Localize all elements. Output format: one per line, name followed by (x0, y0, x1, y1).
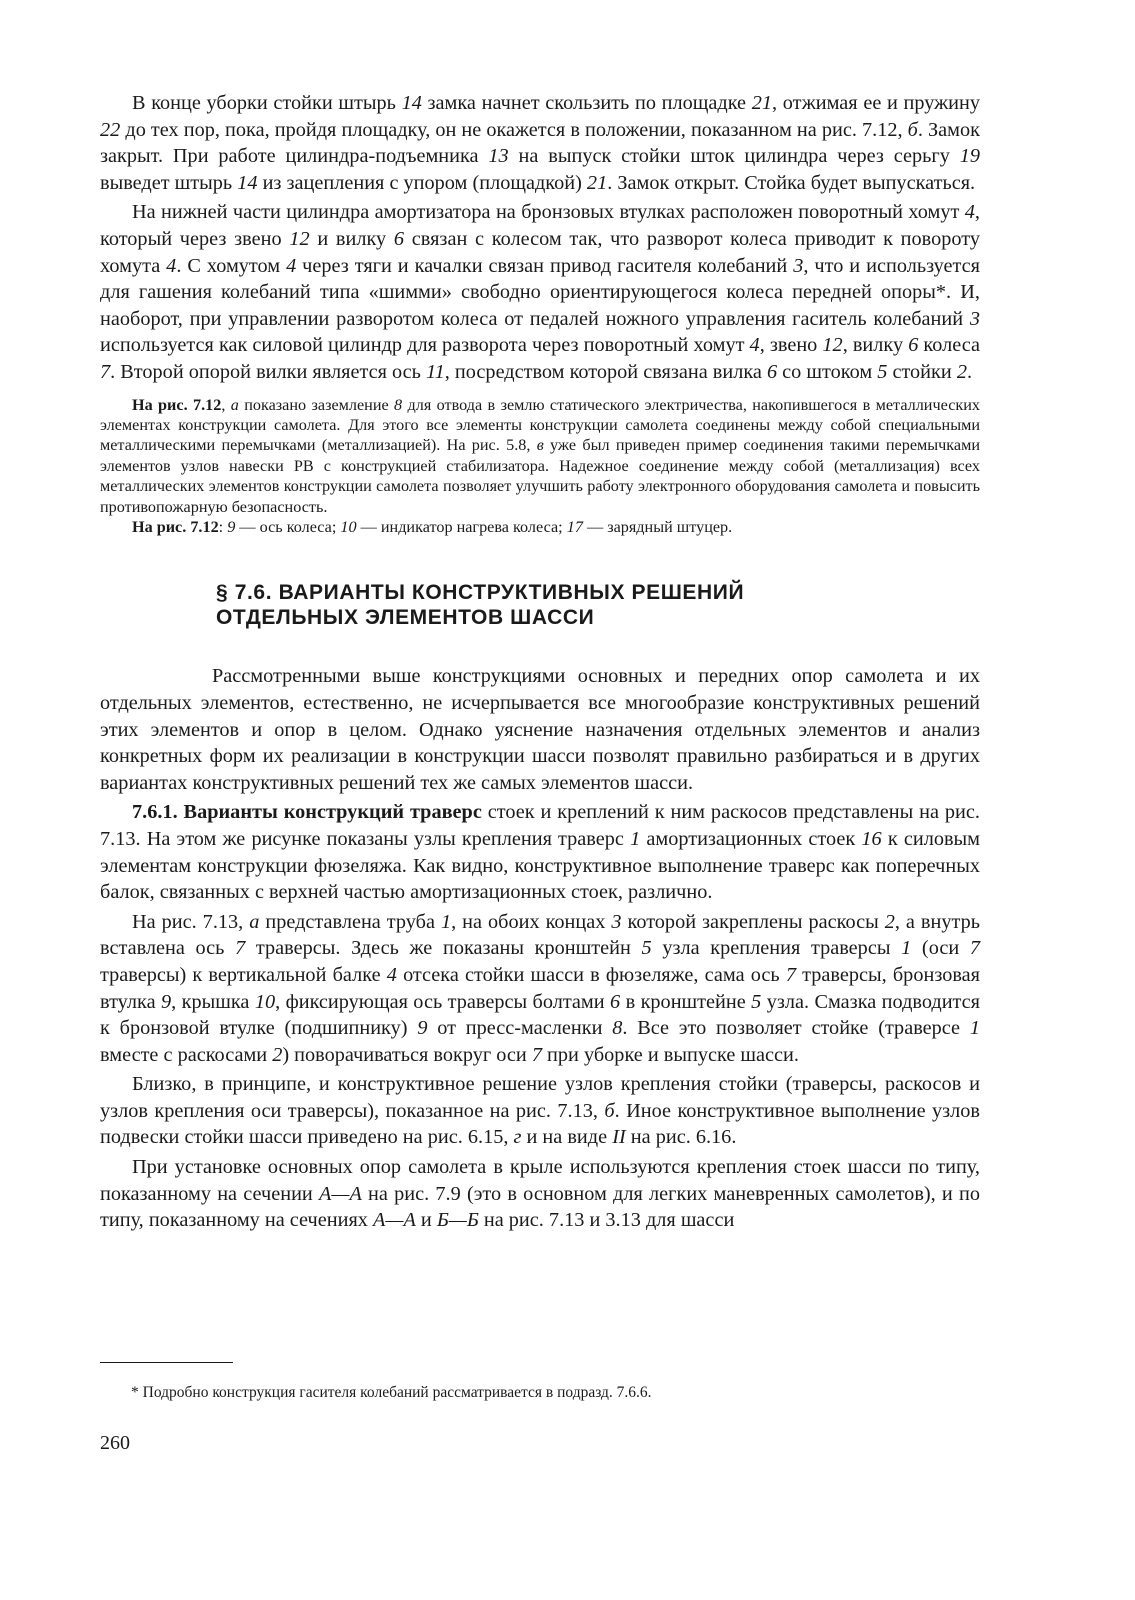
italic-ref: 2 (956, 360, 967, 383)
figure-note: На рис. 7.12: 9 — ось колеса; 10 — индикатор нагрева колеса; 17 — зарядный штуцер. (132, 517, 733, 536)
italic-ref: 2 (272, 1043, 283, 1066)
section-heading-line: ОТДЕЛЬНЫХ ЭЛЕМЕНТОВ ШАССИ (216, 606, 595, 630)
italic-ref: Б—Б (436, 1209, 479, 1232)
footnote-rule (100, 1362, 233, 1363)
italic-ref: а (249, 910, 260, 933)
italic-ref: 1 (901, 937, 912, 960)
italic-ref: 5 (751, 990, 762, 1013)
italic-ref: 10 (340, 517, 357, 536)
italic-ref: 17 (566, 517, 583, 536)
italic-ref: 12 (822, 334, 843, 357)
italic-ref: 3 (969, 307, 980, 330)
italic-ref: б (907, 118, 918, 141)
italic-ref: 13 (488, 145, 509, 168)
italic-ref: 5 (877, 360, 888, 383)
bold-text: 7.6.1. Варианты конструкций траверс (132, 801, 482, 824)
italic-ref: 21 (751, 92, 773, 114)
figure-note: На рис. 7.12, а показано заземление 8 для отвода в землю статического электричества, накопившегося в металлических элементах конструкции самолета. Для этого все элементы конструкции самолета соединены между собой специальными металлическими перемычками (металлизацией). На рис. 5.8, в уже был приведен пример соединения такими перемычками элементов узлов навески РВ с конструкцией стабилизатора. Надежное соединение между собой (металлизация) всех металлических элементов конструкции самолета позволяет улучшить работу электронного оборудования самолета и повысить противопожарную безопасность. (100, 395, 981, 516)
italic-ref: 6 (908, 334, 919, 357)
italic-ref: г (513, 1126, 522, 1149)
paragraph: В конце уборки стойки штырь 14 замка начнет скользить по площадке 21, отжимая ее и пружину 22 до тех пор, пока, пройдя площадку, он не окажется в положении, показанном на рис. 7.12, б. Замок закрыт. При работе цилиндра-подъемника 13 на выпуск стойки шток цилиндра через серьгу 19 выведет штырь 14 из зацепления с упором (площадкой) 21. Замок открыт. Стойка будет выпускаться. (100, 92, 980, 194)
italic-ref: 9 (417, 1017, 428, 1040)
italic-ref: 16 (861, 827, 882, 850)
italic-ref: 6 (610, 990, 621, 1013)
bold-text: На рис. 7.12 (132, 395, 222, 414)
italic-ref: 14 (237, 171, 258, 194)
paragraph: Близко, в принципе, и конструктивное решение узлов крепления стойки (траверсы, раскосов и узлов крепления оси траверсы), показанное на рис. 7.13, б. Иное конструктивное выполнение узлов подвески стойки шасси приведено на рис. 6.15, г и на виде II на рис. 6.16. (100, 1073, 980, 1149)
italic-ref: 4 (386, 963, 397, 986)
italic-ref: 6 (393, 227, 405, 250)
paragraph: Рассмотренными выше конструкциями основных и передних опор самолета и их отдельных элементов, естественно, не исчерпывается все многообразие конструктивных решений этих элементов и опор в целом. Однако уяснение назначения отдельных элементов и анализ конкретных форм их реализации в конструкции шасси позволят правильно разбираться и в других вариантах конструктивных решений тех же самых элементов шасси. (100, 665, 980, 794)
italic-ref: 3 (793, 254, 804, 277)
footnote: * Подробно конструкция гасителя колебаний рассматривается в подразд. 7.6.6. (131, 1384, 652, 1401)
italic-ref: 22 (100, 118, 121, 141)
section-heading (216, 580, 980, 630)
italic-ref: 4 (964, 201, 975, 224)
italic-ref: б (604, 1099, 615, 1122)
italic-ref: 12 (289, 227, 310, 250)
italic-ref: 7 (100, 360, 111, 383)
italic-ref: 9 (161, 990, 172, 1013)
section-heading-line: § 7.6. ВАРИАНТЫ КОНСТРУКТИВНЫХ РЕШЕНИЙ (216, 581, 745, 605)
italic-ref: II (612, 1126, 626, 1149)
page-body (100, 90, 980, 1237)
italic-ref: 8 (612, 1017, 623, 1040)
italic-ref: 8 (394, 395, 403, 414)
italic-ref: 5 (641, 937, 652, 960)
italic-ref: 9 (227, 517, 236, 536)
italic-ref: 19 (959, 145, 980, 168)
italic-ref: 14 (401, 92, 422, 114)
italic-ref: 4 (749, 334, 760, 357)
italic-ref: 3 (611, 910, 622, 933)
italic-ref: 11 (426, 360, 445, 383)
italic-ref: 1 (440, 910, 452, 933)
italic-ref: А—А (319, 1182, 362, 1205)
italic-ref: 4 (286, 254, 297, 277)
paragraph: При установке основных опор самолета в крыле используются крепления стоек шасси по типу, показанному на сечении А—А на рис. 7.9 (это в основном для легких маневренных самолетов), и по типу, показанному на сечениях А—А и Б—Б на рис. 7.13 и 3.13 для шасси (100, 1156, 980, 1232)
italic-ref: 7 (531, 1043, 542, 1066)
italic-ref: А—А (373, 1209, 416, 1232)
page-number: 260 (100, 1432, 130, 1454)
italic-ref: 10 (254, 990, 276, 1013)
italic-ref: 21 (586, 171, 608, 194)
italic-ref: а (230, 395, 239, 414)
paragraph: На рис. 7.13, а представлена труба 1, на обоих концах 3 которой закреплены раскосы 2, а внутрь вставлена ось 7 траверсы. Здесь же показаны кронштейн 5 узла крепления траверсы 1 (оси 7 траверсы) к вертикальной балке 4 отсека стойки шасси в фюзеляже, сама ось 7 траверсы, бронзовая втулка 9, крышка 10, фиксирующая ось траверсы болтами 6 в кронштейне 5 узла. Смазка подводится к бронзовой втулке (подшипнику) 9 от пресс-масленки 8. Все это позволяет стойке (траверсе 1 вместе с раскосами 2) поворачиваться вокруг оси 7 при уборке и выпуске шасси. (100, 910, 981, 1066)
paragraph: 7.6.1. Варианты конструкций траверс стоек и креплений к ним раскосов представлены на рис. 7.13. На этом же рисунке показаны узлы крепления траверс 1 амортизационных стоек 16 к силовым элементам конструкции фюзеляжа. Как видно, конструктивное выполнение траверс как поперечных балок, связанных с верхней частью амортизационных стоек, различно. (100, 801, 980, 904)
figure-notes (100, 395, 980, 538)
italic-ref: 4 (166, 254, 177, 277)
italic-ref: 7 (785, 963, 796, 986)
bold-text: На рис. 7.12 (132, 517, 219, 536)
italic-ref: в (536, 436, 544, 455)
italic-ref: 1 (630, 827, 641, 850)
italic-ref: 7 (969, 937, 981, 960)
italic-ref: 7 (235, 937, 246, 960)
italic-ref: 1 (969, 1017, 980, 1040)
italic-ref: 2 (884, 910, 895, 933)
italic-ref: 6 (766, 360, 778, 383)
paragraph: На нижней части цилиндра амортизатора на бронзовых втулках расположен поворотный хомут 4, который через звено 12 и вилку 6 связан с колесом так, что разворот колеса приводит к повороту хомута 4. С хомутом 4 через тяги и качалки связан привод гасителя колебаний 3, что и используется для гашения колебаний типа «шимми» свободно ориентирующегося колеса передней опоры*. И, наоборот, при управлении разворотом колеса от педалей ножного управления гаситель колебаний 3 используется как силовой цилиндр для разворота через поворотный хомут 4, звено 12, вилку 6 колеса 7. Второй опорой вилки является ось 11, посредством которой связана вилка 6 со штоком 5 стойки 2. (100, 201, 980, 383)
